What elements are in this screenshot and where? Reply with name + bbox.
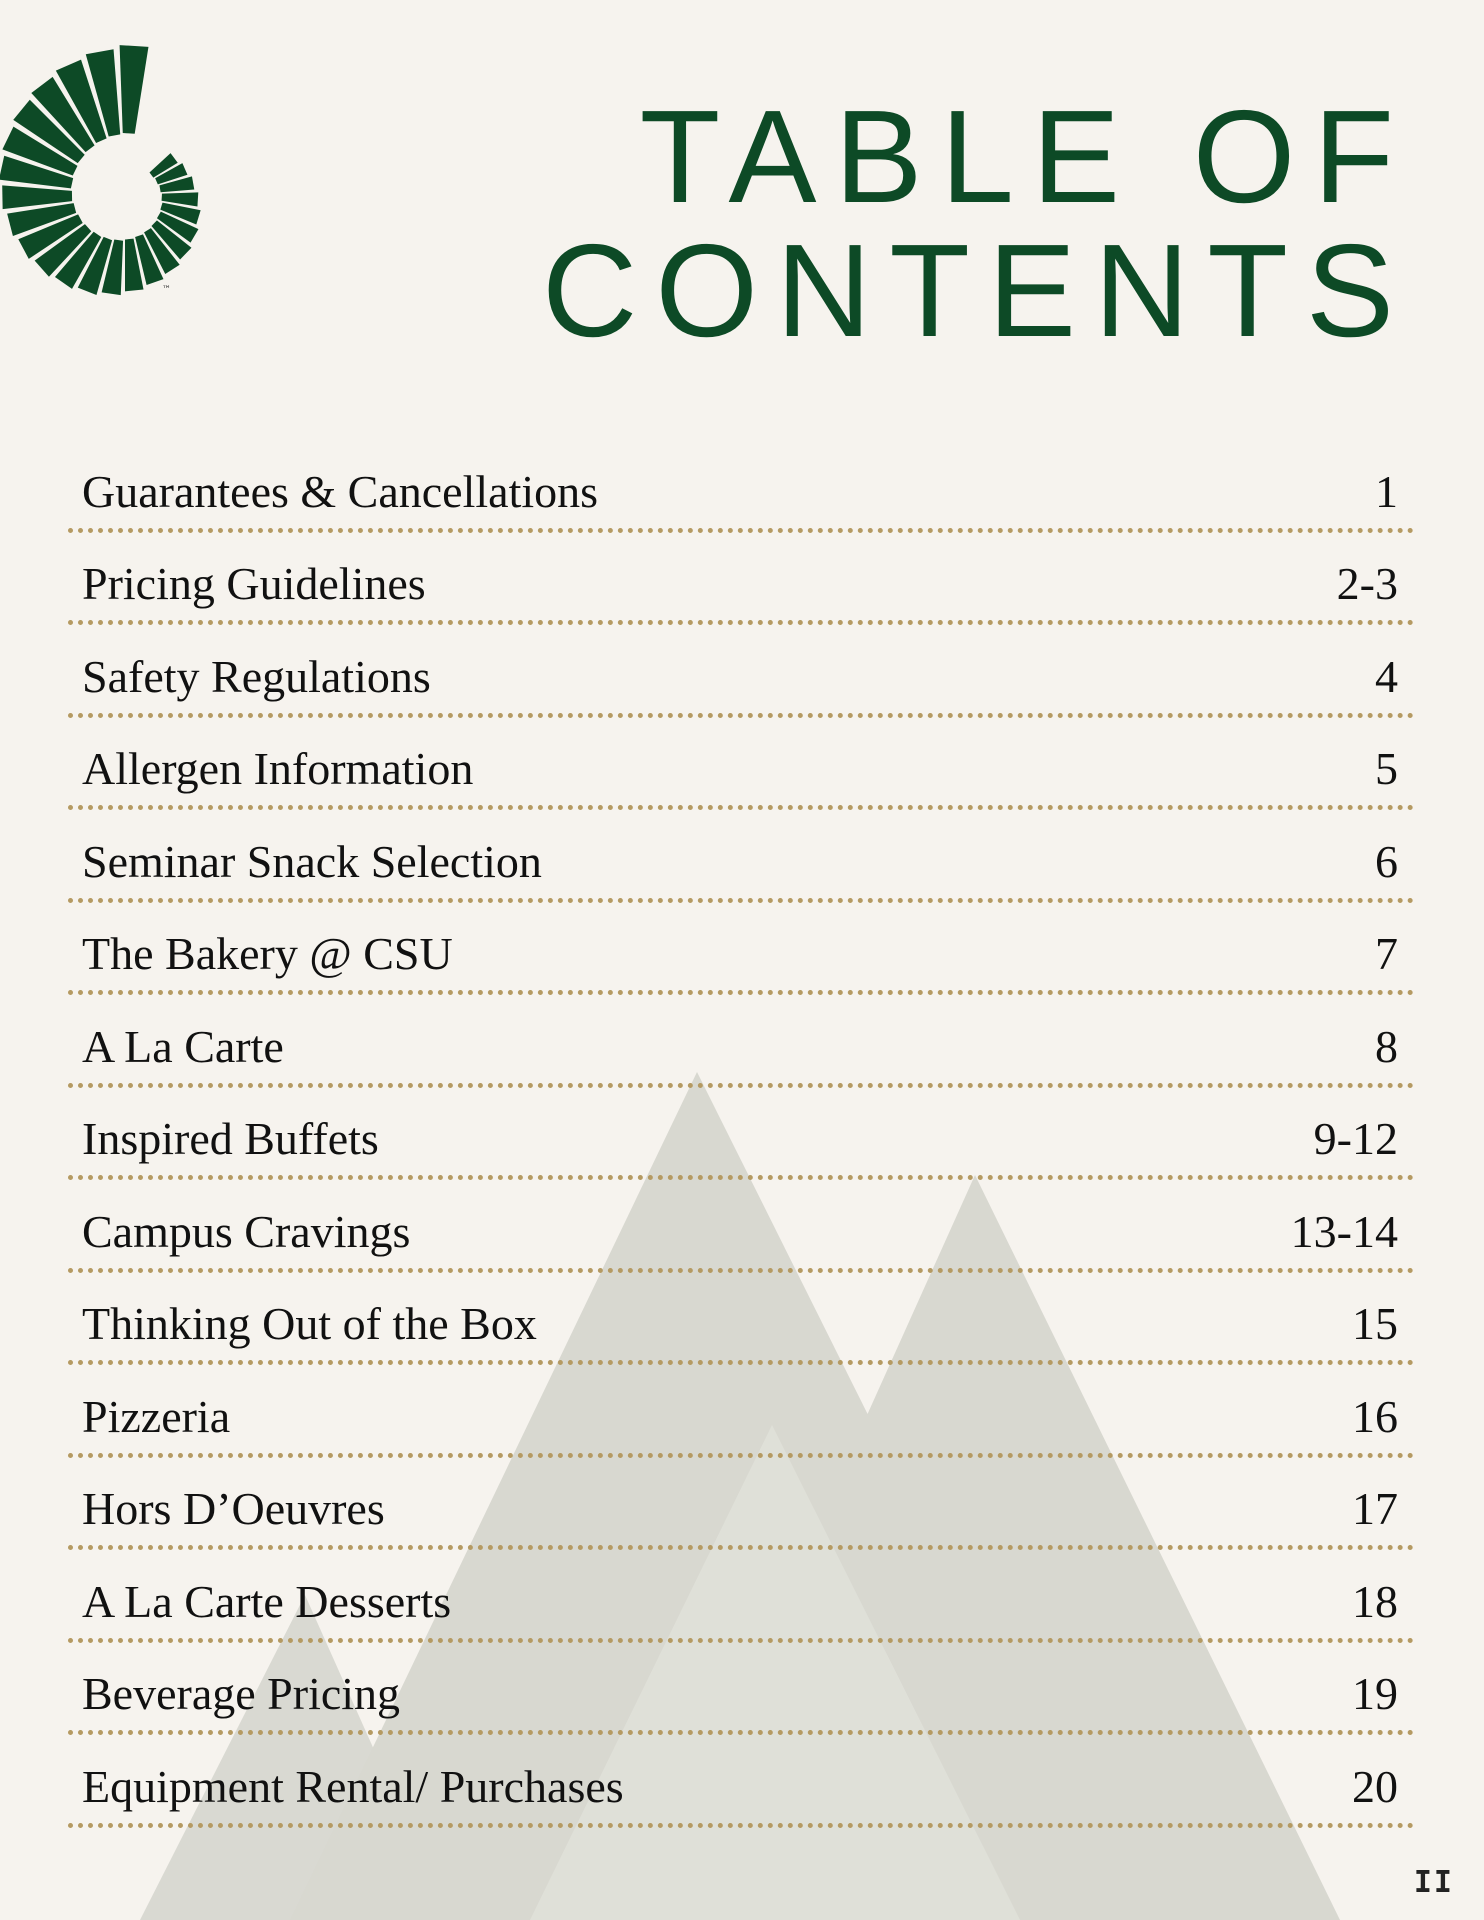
trademark-mark: ™ bbox=[162, 285, 171, 295]
toc-entry-label: Safety Regulations bbox=[82, 650, 431, 702]
toc-entry[interactable] bbox=[68, 1180, 1414, 1273]
table-of-contents-list bbox=[68, 440, 1414, 1828]
toc-entry-page: 19 bbox=[1352, 1668, 1398, 1719]
ram-horn-logo-icon bbox=[0, 30, 340, 310]
toc-entry[interactable] bbox=[68, 625, 1414, 718]
toc-entry-label: A La Carte bbox=[82, 1020, 284, 1072]
toc-entry-label: Pizzeria bbox=[82, 1390, 231, 1442]
toc-entry[interactable] bbox=[68, 1365, 1414, 1458]
toc-entry-page: 16 bbox=[1352, 1390, 1398, 1442]
toc-entry-page: 4 bbox=[1375, 650, 1398, 702]
toc-entry-page: 8 bbox=[1375, 1020, 1398, 1072]
toc-entry-label: A La Carte Desserts bbox=[82, 1575, 452, 1627]
toc-entry[interactable] bbox=[68, 1550, 1414, 1643]
toc-entry-label: Beverage Pricing bbox=[82, 1668, 401, 1719]
toc-entry-label: Pricing Guidelines bbox=[82, 558, 426, 609]
toc-entry[interactable] bbox=[68, 995, 1414, 1088]
toc-entry-label: Campus Cravings bbox=[82, 1205, 411, 1257]
toc-entry-page: 1 bbox=[1375, 465, 1398, 517]
page-number-marker: II bbox=[1413, 1865, 1454, 1900]
toc-entry-page: 9-12 bbox=[1313, 1113, 1398, 1164]
toc-entry-page: 6 bbox=[1375, 835, 1398, 887]
toc-entry-label: Seminar Snack Selection bbox=[82, 835, 542, 887]
toc-entry-page: 18 bbox=[1352, 1575, 1398, 1627]
toc-entry[interactable] bbox=[68, 1088, 1414, 1181]
title-line-1: TABLE OF bbox=[639, 83, 1412, 230]
toc-entry-page: 5 bbox=[1375, 743, 1398, 794]
toc-entry-page: 7 bbox=[1375, 928, 1398, 979]
toc-entry-label: Hors D’Oeuvres bbox=[82, 1483, 385, 1534]
toc-entry-label: Inspired Buffets bbox=[82, 1113, 379, 1164]
toc-entry[interactable] bbox=[68, 810, 1414, 903]
toc-entry-page: 15 bbox=[1352, 1298, 1398, 1349]
toc-entry-label: Allergen Information bbox=[82, 743, 474, 794]
toc-entry-page: 13-14 bbox=[1290, 1205, 1398, 1257]
toc-entry[interactable] bbox=[68, 533, 1414, 626]
toc-entry[interactable] bbox=[68, 718, 1414, 811]
logo-segment bbox=[120, 45, 149, 134]
toc-entry[interactable] bbox=[68, 1273, 1414, 1366]
toc-entry-page: 20 bbox=[1352, 1760, 1398, 1812]
toc-entry-page: 2-3 bbox=[1336, 558, 1398, 609]
toc-entry[interactable] bbox=[68, 1643, 1414, 1736]
toc-entry-label: Thinking Out of the Box bbox=[82, 1298, 537, 1349]
toc-entry-label: Equipment Rental/ Purchases bbox=[82, 1760, 624, 1812]
toc-entry[interactable] bbox=[68, 1735, 1414, 1828]
title-line-2: CONTENTS bbox=[542, 217, 1412, 364]
toc-entry[interactable] bbox=[68, 1458, 1414, 1551]
toc-entry-label: Guarantees & Cancellations bbox=[82, 465, 599, 517]
page-title bbox=[542, 83, 1412, 364]
toc-entry-page: 17 bbox=[1352, 1483, 1398, 1534]
toc-entry[interactable] bbox=[68, 903, 1414, 996]
toc-entry[interactable] bbox=[68, 440, 1414, 533]
toc-entry-label: The Bakery @ CSU bbox=[82, 928, 453, 979]
